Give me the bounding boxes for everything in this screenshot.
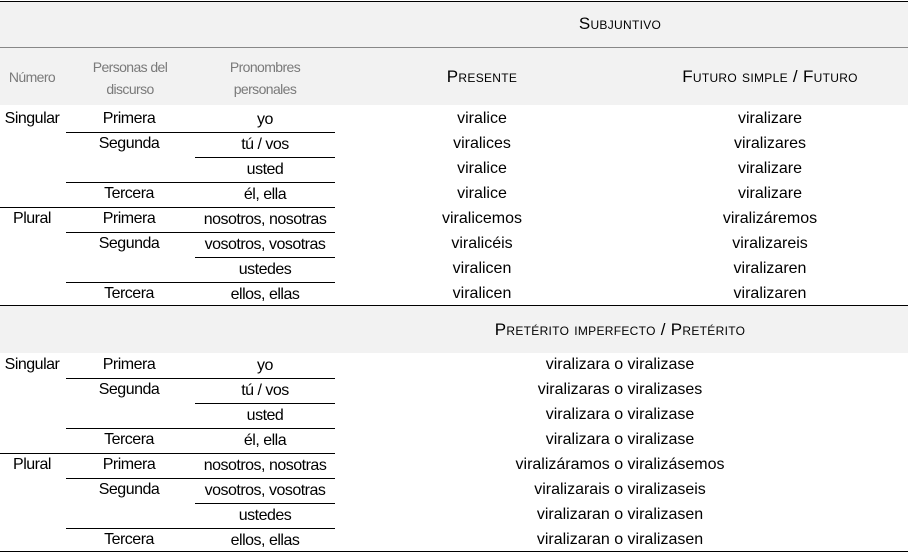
imperfecto-cell: viralizara o viralizase [545, 356, 695, 373]
imperfecto-cell: viralizara o viralizase [545, 406, 695, 423]
pronombre-cell: usted [246, 161, 284, 178]
futuro-cell: viralizaren [733, 260, 807, 277]
pronombre-cell: él, ella [243, 432, 287, 449]
persona-cell: Segunda [98, 381, 160, 398]
imperfecto-cell: viralizaran o viralizasen [536, 506, 704, 523]
futuro-cell: viralizare [737, 160, 802, 177]
imperfecto-cell: viralizaras o viralizases [537, 381, 703, 398]
group-separator [0, 207, 335, 208]
pronombre-cell: ellos, ellas [230, 286, 300, 303]
section2-title: Pretérito imperfecto / Pretérito [494, 320, 746, 339]
pronombre-cell: yo [257, 357, 273, 374]
persona-cell: Tercera [104, 285, 154, 302]
mood-title: Subjuntivo [578, 14, 662, 33]
pronombre-cell: yo [257, 111, 273, 128]
futuro-cell: viralizares [733, 135, 806, 152]
persona-separator [66, 282, 335, 283]
column-header-presente: Presente [446, 67, 518, 86]
persona-cell: Tercera [104, 185, 154, 202]
futuro-cell: viralizare [737, 110, 802, 127]
persona-cell: Segunda [98, 481, 160, 498]
imperfecto-cell: viralizáramos o viralizásemos [515, 456, 725, 473]
table-bottom-border [0, 551, 908, 552]
persona-cell: Tercera [104, 431, 154, 448]
futuro-cell: viralizareis [732, 235, 808, 252]
persona-cell: Segunda [98, 135, 160, 152]
numero-cell: Plural [13, 456, 51, 473]
pronombre-cell: ustedes [238, 507, 292, 524]
persona-separator [66, 132, 335, 133]
imperfecto-cell: viralizaran o viralizasen [536, 531, 704, 548]
presente-cell: viralice [457, 160, 507, 177]
column-header-pronombres: Pronombres personales [229, 59, 301, 97]
persona-cell: Tercera [104, 531, 154, 548]
pronombre-cell: ellos, ellas [230, 532, 300, 549]
persona-separator [66, 528, 335, 529]
pronombre-separator [195, 157, 335, 158]
pronombre-cell: tú / vos [241, 382, 289, 399]
pronombre-cell: él, ella [243, 186, 287, 203]
persona-separator [66, 428, 335, 429]
presente-cell: viralices [453, 135, 511, 152]
persona-separator [66, 478, 335, 479]
column-header-futuro: Futuro simple / Futuro [682, 67, 858, 86]
pronombre-cell: nosotros, nosotras [203, 457, 327, 474]
pronombre-cell: vosotros, vosotras [204, 482, 326, 499]
pronombre-cell: tú / vos [241, 136, 289, 153]
persona-cell: Primera [102, 210, 156, 227]
column-header-numero: Número [8, 69, 56, 85]
futuro-cell: viralizaren [733, 285, 807, 302]
pronombre-cell: ustedes [238, 261, 292, 278]
pronombre-cell: nosotros, nosotras [203, 211, 327, 228]
table-top-border [0, 1, 908, 2]
numero-cell: Plural [13, 210, 51, 227]
persona-cell: Primera [102, 456, 156, 473]
presente-cell: viralicemos [441, 210, 522, 227]
pronombre-separator [195, 257, 335, 258]
imperfecto-cell: viralizara o viralizase [545, 431, 695, 448]
persona-cell: Primera [102, 356, 156, 373]
persona-separator [66, 182, 335, 183]
persona-separator [66, 232, 335, 233]
persona-cell: Segunda [98, 235, 160, 252]
persona-separator [66, 378, 335, 379]
presente-cell: viralicen [452, 285, 512, 302]
presente-cell: viralicen [452, 260, 512, 277]
presente-cell: viralicéis [451, 235, 513, 252]
pronombre-separator [195, 503, 335, 504]
pronombre-cell: vosotros, vosotras [204, 236, 326, 253]
presente-cell: viralice [457, 110, 507, 127]
persona-cell: Primera [102, 110, 156, 127]
pronombre-separator [195, 403, 335, 404]
numero-cell: Singular [4, 356, 60, 373]
numero-cell: Singular [4, 110, 60, 127]
column-header-personas: Personas del discurso [92, 59, 168, 97]
futuro-cell: viralizáremos [722, 210, 818, 227]
presente-cell: viralice [457, 185, 507, 202]
imperfecto-cell: viralizarais o viralizaseis [534, 481, 706, 498]
group-separator [0, 453, 335, 454]
pronombre-cell: usted [246, 407, 284, 424]
futuro-cell: viralizare [737, 185, 802, 202]
